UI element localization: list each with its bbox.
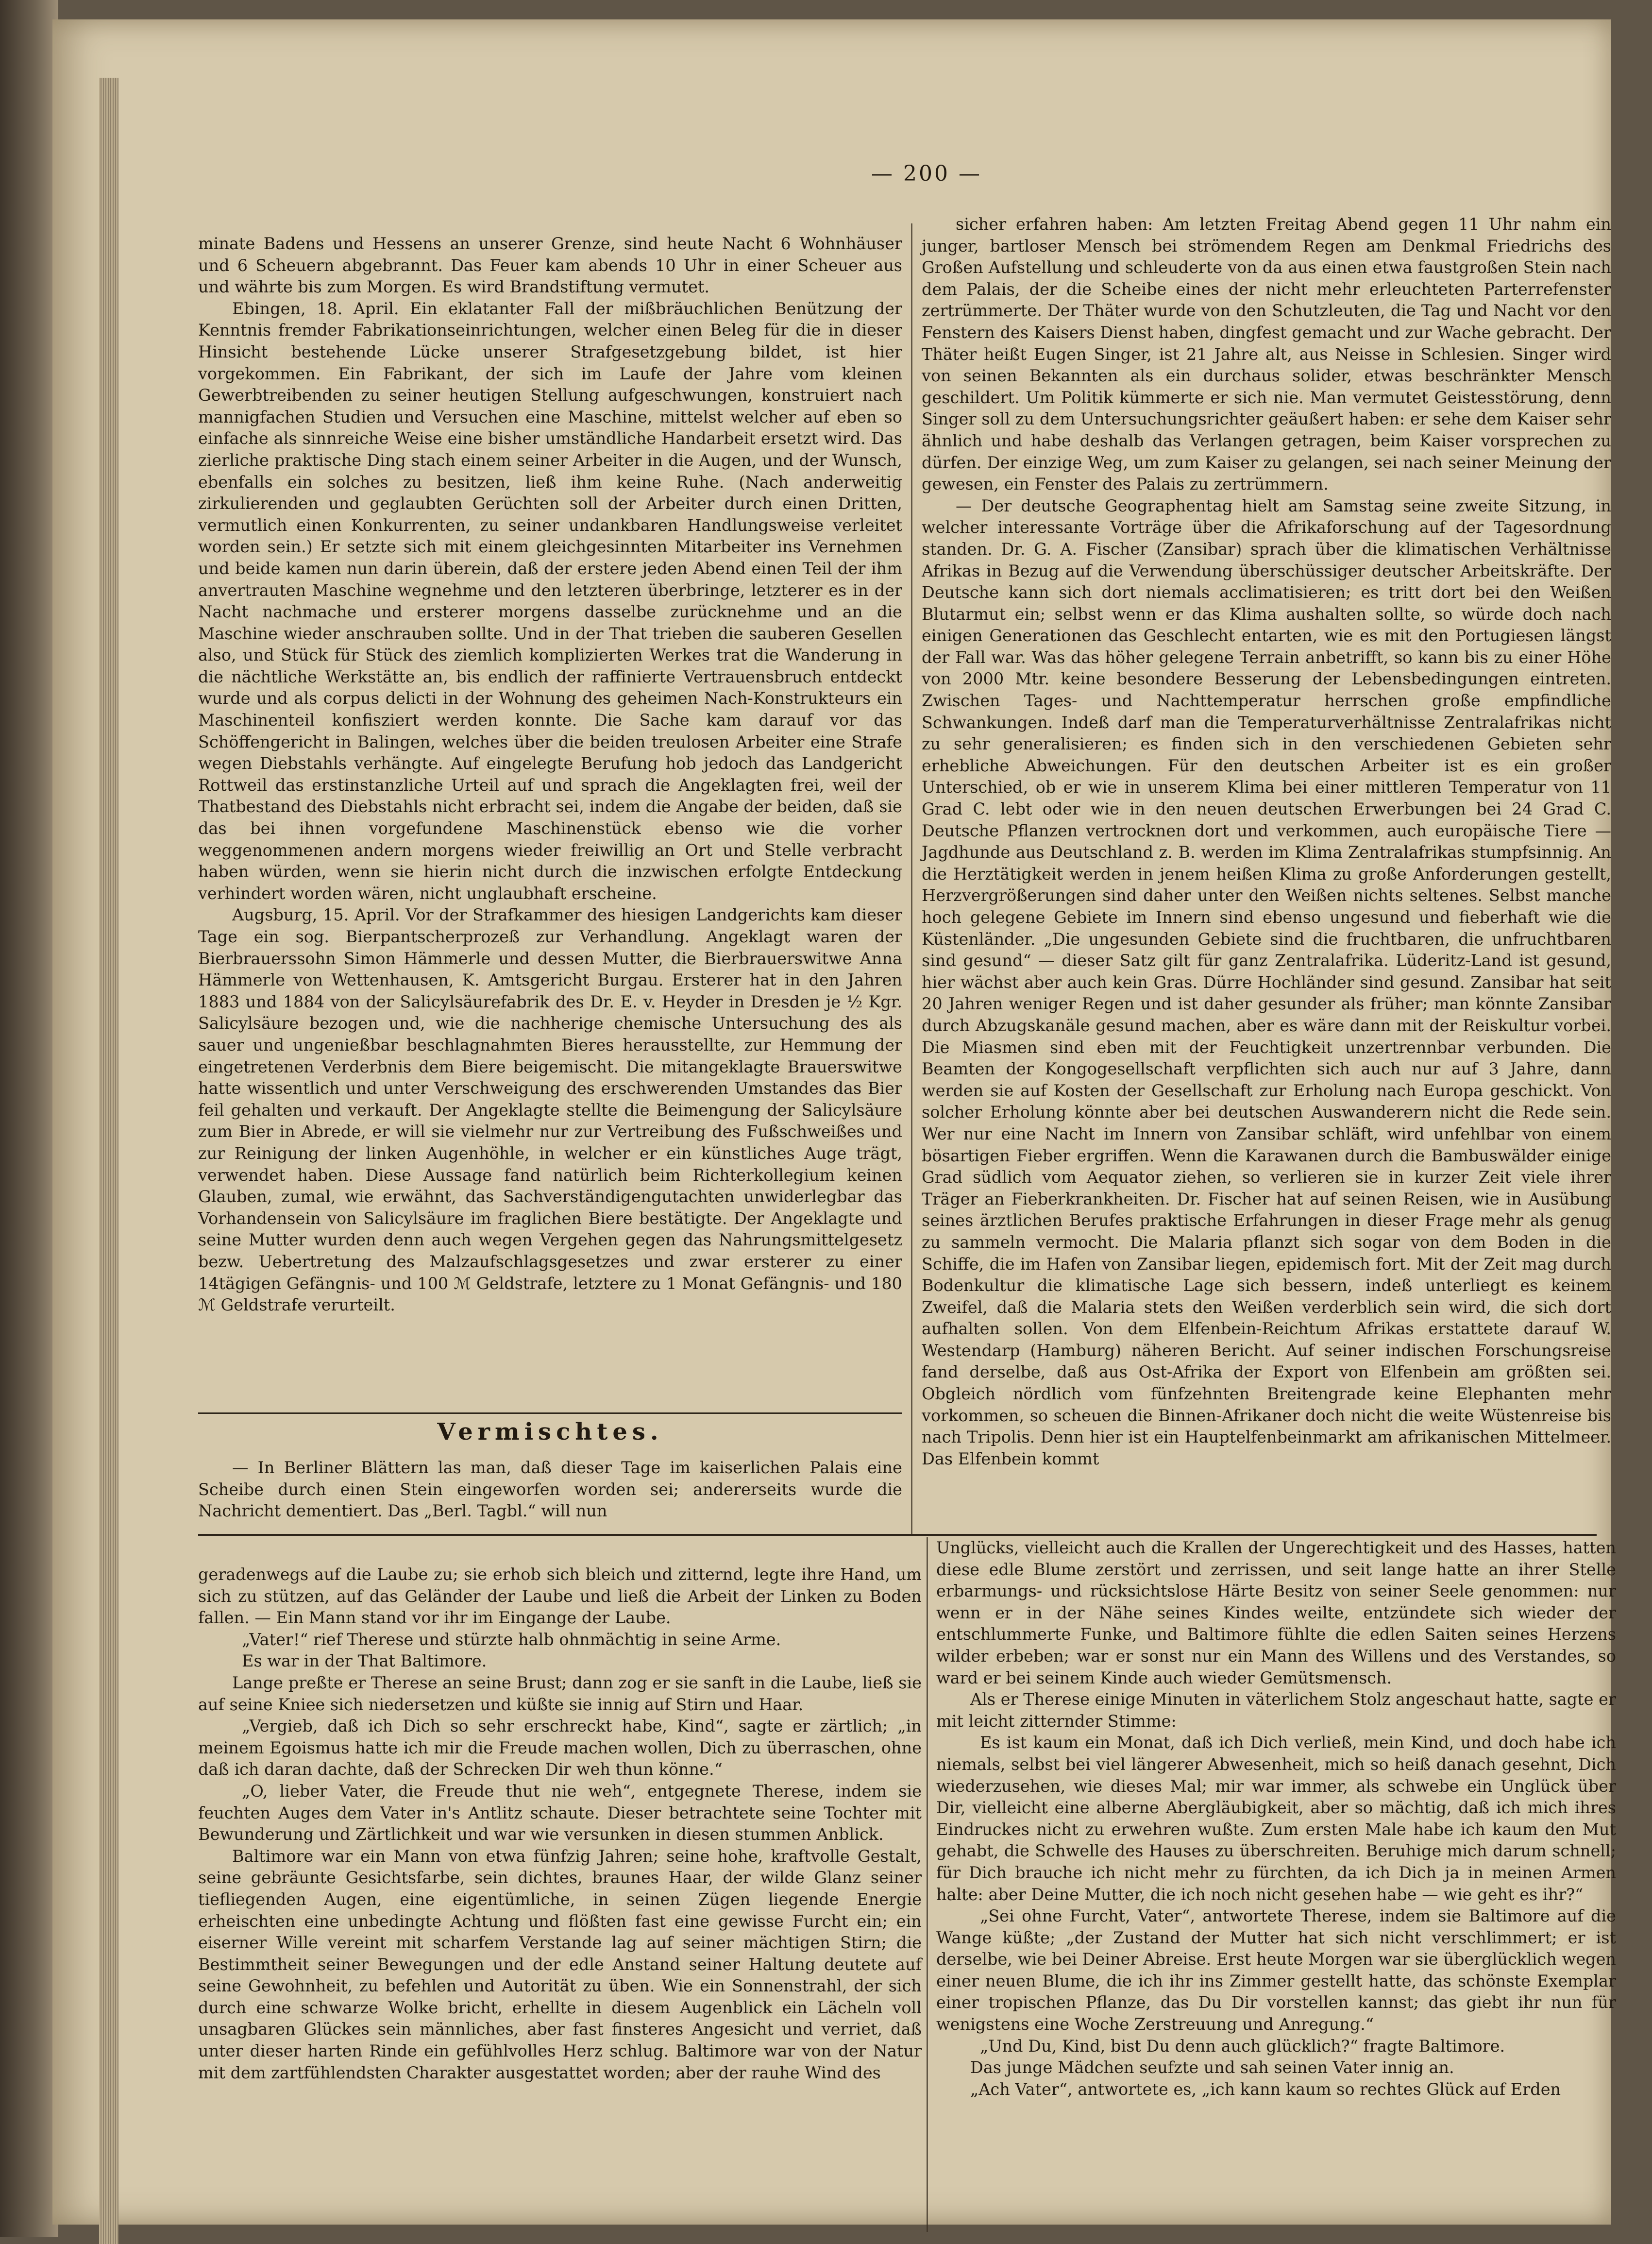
column-top-left: [198, 233, 902, 1316]
feuilleton-right: [936, 1537, 1616, 2100]
paragraph: Es ist kaum ein Monat, daß ich Dich verließ, mein Kind, und doch habe ich niemals, selbst bei viel längerer Abwesenheit, mich so heiß danach gesehnt, Dich wiederzusehen, wie dieses Mal; mir war immer, als schwebe ein Unglück über Dir, vielleicht eine alberne Abergläubigkeit, aber so mächtig, daß ich mich ihres Eindruckes nicht zu erwehren wußte. Zum ersten Male habe ich kaum den Mut gehabt, die Schwelle des Hauses zu überschreiten. Beruhige mich darum schnell; für Dich brauche ich nicht mehr zu fürchten, da ich Dich ja in meinen Armen halte: aber Deine Mutter, die ich noch nicht gesehen habe — wie geht es ihr?“: [936, 1733, 1616, 1904]
paragraph: minate Badens und Hessens an unserer Grenze, sind heute Nacht 6 Wohnhäuser und 6 Scheuern abgebrannt. Das Feuer kam abends 10 Uhr in einer Scheuer aus und währte bis zum Morgen. Es wird Brandstiftung vermutet.: [198, 234, 902, 297]
column-divider: [911, 223, 912, 1535]
paragraph: Baltimore war ein Mann von etwa fünfzig Jahren; seine hohe, kraftvolle Gestalt, seine gebräunte Gesichtsfarbe, sein dichtes, braunes Haar, der wilde Glanz seiner tiefliegenden Augen, eine eigentümliche, in seinen Zügen liegende Energie erheischten eine unbedingte Achtung und flößten fast eine gewisse Furcht ein; ein eiserner Wille vereint mit scharfem Verstande lag auf seiner mächtigen Stirn; die Bestimmtheit seiner Bewegungen und der edle Anstand seiner Haltung deutete auf seine Gewohnheit, zu befehlen und Autorität zu üben. Wie ein Sonnenstrahl, der sich durch eine schwarze Wolke bricht, erhellte in diesem Augenblick ein Lächeln voll unsagbaren Glückes sein männliches, aber fast finsteres Angesicht und verriet, daß unter dieser harten Rinde ein gefühlvolles Herz schlug. Baltimore war von der Natur mit dem zartfühlendsten Charakter ausgestattet worden; aber der rauhe Wind des: [198, 1846, 922, 2082]
paragraph: Augsburg, 15. April. Vor der Strafkammer des hiesigen Landgerichts kam dieser Tage ein sog. Bierpantscherprozeß zur Verhandlung. Angeklagt waren der Bierbrauerssohn Simon Hämmerle und dessen Mutter, die Bierbrauerswitwe Anna Hämmerle von Wettenhausen, K. Amtsgericht Burgau. Ersterer hat in den Jahren 1883 und 1884 von der Salicylsäurefabrik des Dr. E. v. Heyder in Dresden je ½ Kgr. Salicylsäure bezogen und, wie die nachherige chemische Untersuchung des als sauer und ungenießbar beschlagnahmten Bieres herausstellte, zur Hemmung der eingetretenen Verderbnis dem Biere beigemischt. Die mitangeklagte Brauerswitwe hatte wissentlich und unter Verschweigung des erschwerenden Umstandes das Bier feil gehalten und verkauft. Der Angeklagte stellte die Beimengung der Salicylsäure zum Bier in Abrede, er will sie vielmehr nur zur Vertreibung des Fußschweißes und zur Reinigung der linken Augenhöhle, in welcher er ein künstliches Auge trägt, verwendet haben. Diese Aussage fand natürlich beim Richterkollegium keinen Glauben, zumal, wie erwähnt, das Sachverständigengutachten unwiderlegbar das Vorhandensein von Salicylsäure im fraglichen Biere bestätigte. Der Angeklagte und seine Mutter wurden denn auch wegen Vergehen gegen das Nahrungsmittelgesetz bezw. Uebertretung des Malzaufschlagsgesetzes und zwar ersterer zu einer 14tägigen Gefängnis- und 100 ℳ Geldstrafe, letztere zu 1 Monat Gefängnis- und 180 ℳ Geldstrafe verurteilt.: [198, 905, 902, 1315]
paragraph: Unglücks, vielleicht auch die Krallen der Ungerechtigkeit und des Hasses, hatten diese edle Blume zerstört und zerrissen, und seit lange hatte an ihrer Stelle erbarmungs- und rücksichtslose Härte Besitz von seiner Seele genommen: nur wenn er in der Nähe seines Kindes weilte, entzündete sich wieder der entschlummerte Funke, und Baltimore fühlte die edlen Saiten seines Herzens wilder erbeben; war er sonst nur ein Mann des Willens und des Verstandes, so ward er bei seinem Kinde auch wieder Gemütsmensch.: [936, 1538, 1616, 1687]
paragraph: geradenwegs auf die Laube zu; sie erhob sich bleich und zitternd, legte ihre Hand, um sich zu stützen, auf das Geländer der Laube und ließ die Arbeit der Linken zu Boden fallen. — Ein Mann stand vor ihr im Eingange der Laube.: [198, 1565, 922, 1628]
paragraph: Ebingen, 18. April. Ein eklatanter Fall der mißbräuchlichen Benützung der Kenntnis fremder Fabrikationseinrichtungen, welcher einen Beleg für die in dieser Hinsicht bestehende Lücke unserer Strafgesetzgebung bildet, ist hier vorgekommen. Ein Fabrikant, der sich im Laufe der Jahre vom kleinen Gewerbtreibenden zu seiner heutigen Stellung aufgeschwungen, konstruiert nach mannigfachen Studien und Versuchen eine Maschine, mittelst welcher auf eben so einfache als sinnreiche Weise eine bisher umständliche Handarbeit ersetzt wird. Das zierliche praktische Ding stach einem seiner Arbeiter in die Augen, und der Wunsch, ebenfalls ein solches zu besitzen, ließ ihm keine Ruhe. (Nach anderweitig zirkulierenden und geglaubten Gerüchten soll der Arbeiter durch einen Dritten, vermutlich einen Konkurrenten, zu seiner undankbaren Handlungsweise verleitet worden sein.) Er setzte sich mit einem gleichgesinnten Mitarbeiter ins Vernehmen und beide kamen nun darin überein, daß der erstere jeden Abend einen Teil der ihm anvertrauten Maschine wegnehme und den letzteren überbringe, letzterer es in der Nacht nachmache und ersterer morgens dasselbe zurücknehme und an die Maschine wieder anschrauben sollte. Und in der That trieben die sauberen Gesellen also, und Stück für Stück des ziemlich komplizierten Werkes trat die Wanderung in die nächtliche Werkstätte an, bis endlich der raffinierte Vertrauensbruch entdeckt wurde und als corpus delicti in der Wohnung des geheimen Nach-Konstrukteurs ein Maschinenteil konfisziert werden konnte. Die Sache kam darauf vor das Schöffengericht in Balingen, welches über die beiden treulosen Arbeiter eine Strafe wegen Diebstahls verhängte. Auf eingelegte Berufung hob jedoch das Landgericht Rottweil das erstinstanzliche Urteil auf und sprach die Angeklagten frei, weil der Thatbestand des Diebstahls nicht erbracht sei, indem die Angabe der beiden, daß sie das bei ihnen vorgefundene Maschinenstück ebenso wie die vorher weggenommenen andern morgens wieder freiwillig an Ort und Stelle verbracht haben würden, wenn sie hierin nicht durch die inzwischen erfolgte Entdeckung verhindert worden wären, nicht unglaubhaft erscheine.: [198, 299, 902, 903]
feuilleton-divider: [927, 1537, 928, 2232]
feuilleton-left: [198, 1564, 922, 2084]
page-number: — 200 —: [871, 161, 982, 186]
page-stack-edge: [99, 78, 118, 2244]
column-top-right: [922, 214, 1611, 1470]
paragraph: Als er Therese einige Minuten in väterlichem Stolz angeschaut hatte, sagte er mit leicht zitternder Stimme:: [936, 1690, 1616, 1731]
paragraph: — In Berliner Blättern las man, daß dieser Tage im kaiserlichen Palais eine Scheibe durch einen Stein eingeworfen worden sei; andererseits wurde die Nachricht dementiert. Das „Berl. Tagbl.“ will nun: [198, 1458, 902, 1521]
feuilleton-rule: [198, 1534, 1597, 1536]
paragraph: Das junge Mädchen seufzte und sah seinen Vater innig an.: [970, 2058, 1454, 2077]
paragraph: „Vater!“ rief Therese und stürzte halb ohnmächtig in seine Arme.: [242, 1630, 781, 1649]
vermischtes-column: [198, 1457, 902, 1522]
paragraph: — Der deutsche Geographentag hielt am Samstag seine zweite Sitzung, in welcher interessante Vorträge über die Afrikaforschung auf der Tagesordnung standen. Dr. G. A. Fischer (Zansibar) sprach über die klimatischen Verhältnisse Afrikas in Bezug auf die Verwendung überschüssiger deutscher Arbeitskräfte. Der Deutsche kann sich dort niemals acclimatisieren; es tritt dort bei den Weißen Blutarmut ein; selbst wenn er das Klima aushalten sollte, so würde doch nach einigen Generationen das Geschlecht entarten, wie es mit den Portugiesen längst der Fall war. Was das höher gelegene Terrain anbetrifft, so kann bis zu einer Höhe von 2000 Mtr. keine besondere Besserung der Lebensbedingungen eintreten. Zwischen Tages- und Nachttemperatur herrschen große empfindliche Schwankungen. Indeß darf man die Temperaturverhältnisse Zentralafrikas nicht zu sehr generalisieren; es finden sich in den verschiedenen Gebieten sehr erhebliche Abweichungen. Für den deutschen Arbeiter ist es ein großer Unterschied, ob er wie in unserem Klima bei einer mittleren Temperatur von 11 Grad C. lebt oder wie in den neuen deutschen Erwerbungen bei 24 Grad C. Deutsche Pflanzen vertrocknen dort und verkommen, auch europäische Tiere — Jagdhunde aus Deutschland z. B. werden im Klima Zentralafrikas stumpfsinnig. An die Herztätigkeit werden in jenem heißen Klima zu große Anforderungen gestellt, Herzvergrößerungen sind daher unter den Weißen nichts seltenes. Selbst manche hoch gelegene Gebiete im Innern sind ebenso ungesund und fieberhaft wie die Küstenländer. „Die ungesunden Gebiete sind die fruchtbaren, die unfruchtbaren sind gesund“ — dieser Satz gilt für ganz Zentralafrika. Lüderitz-Land ist gesund, hier wächst aber auch kein Gras. Dürre Hochländer sind gesund. Zansibar hat seit 20 Jahren weniger Regen und ist daher gesunder als früher; man könnte Zansibar durch Abzugskanäle gesund machen, aber es wäre dann mit der Reiskultur vorbei. Die Miasmen sind eben mit der Feuchtigkeit unzertrennbar verbunden. Die Beamten der Kongogesellschaft verpflichten sich auch nur auf 3 Jahre, dann werden sie auf Kosten der Gesellschaft zur Erholung nach Europa geschickt. Von solcher Erholung könnte aber bei deutschen Auswanderern nicht die Rede sein. Wer nur eine Nacht im Innern von Zansibar schläft, wird unfehlbar von einem bösartigen Fieber ergriffen. Wenn die Karawanen durch die Bambuswälder einige Grad südlich vom Aequator ziehen, so verlieren sie in kurzer Zeit viele ihrer Träger an Fieberkrankheiten. Dr. Fischer hat auf seinen Reisen, wie in Ausübung seines ärztlichen Berufes praktische Erfahrungen in dieser Frage mehr als genug zu sammeln vermocht. Die Malaria pflanzt sich sogar von dem Boden in die Schiffe, die im Hafen von Zansibar liegen, epidemisch fort. Mit der Zeit mag durch Bodenkultur die klimatische Lage sich bessern, indeß unterliegt es keinem Zweifel, daß die Malaria stets den Weißen verderblich sein wird, die sich dort aufhalten sollen. Von dem Elfenbein-Reichtum Afrikas erstattete darauf W. Westendarp (Hamburg) näheren Bericht. Auf seiner indischen Forschungsreise fand derselbe, daß aus Ost-Afrika der Export von Elfenbein am größten sei. Obgleich nördlich vom fünfzehnten Breitengrade keine Elephanten mehr vorkommen, so scheuen die Binnen-Afrikaner doch nicht die weite Wüstenreise bis nach Tripolis. Denn hier ist ein Hauptelfenbeinmarkt am afrikanischen Mittelmeer. Das Elfenbein kommt: [922, 496, 1611, 1468]
paragraph: „Und Du, Kind, bist Du denn auch glücklich?“ fragte Baltimore.: [980, 2036, 1505, 2056]
paragraph: „Vergieb, daß ich Dich so sehr erschreckt habe, Kind“, sagte er zärtlich; „in meinem Egoismus hatte ich mir die Freude machen wollen, Dich zu überraschen, ohne daß ich daran dachte, daß der Schrecken Dir weh thun könne.“: [198, 1717, 922, 1779]
paragraph: sicher erfahren haben: Am letzten Freitag Abend gegen 11 Uhr nahm ein junger, bartloser Mensch bei strömendem Regen am Denkmal Friedrichs des Großen Aufstellung und schleuderte von da aus einen etwa faustgroßen Stein nach dem Palais, der die Scheibe eines der nicht mehr erleuchteten Parterrefenster zertrümmerte. Der Thäter wurde von den Schutzleuten, die Tag und Nacht vor den Fenstern des Kaisers Dienst haben, dingfest gemacht und zur Wache gebracht. Der Thäter heißt Eugen Singer, ist 21 Jahre alt, aus Neisse in Schlesien. Singer wird von seinen Bekannten als ein durchaus solider, etwas beschränkter Mensch geschildert. Um Politik kümmerte er sich nie. Man vermutet Geistesstörung, denn Singer soll zu dem Untersuchungsrichter geäußert haben: er sehe dem Kaiser sehr ähnlich und habe deshalb das Verlangen getragen, beim Kaiser vorsprechen zu dürfen. Der einzige Weg, um zum Kaiser zu gelangen, sei nach seiner Meinung der gewesen, ein Fenster des Palais zu zertrümmern.: [922, 215, 1611, 494]
paragraph: Es war in der That Baltimore.: [242, 1651, 487, 1671]
paragraph: „Sei ohne Furcht, Vater“, antwortete Therese, indem sie Baltimore auf die Wange küßte; „der Zustand der Mutter hat sich nicht verschlimmert; er ist derselbe, wie bei Deiner Abreise. Erst heute Morgen war sie überglücklich wegen einer neuen Blume, die ich ihr ins Zimmer gestellt hatte, das schönste Exemplar einer tropischen Pflanze, das Du Dir vorstellen kannst; das giebt ihr nun für wenigstens eine Woche Zerstreuung und Anregung.“: [936, 1906, 1616, 2034]
newspaper-page: [52, 19, 1616, 2225]
paragraph: Lange preßte er Therese an seine Brust; dann zog er sie sanft in die Laube, ließ sie auf seine Kniee sich niedersetzen und küßte sie innig auf Stirn und Haar.: [198, 1673, 922, 1714]
section-rule: [198, 1412, 902, 1414]
binding-shadow: [0, 0, 58, 2237]
paragraph: „Ach Vater“, antwortete es, „ich kann kaum so rechtes Glück auf Erden: [970, 2079, 1561, 2099]
paragraph: „O, lieber Vater, die Freude thut nie weh“, entgegnete Therese, indem sie feuchten Auges dem Vater in's Antlitz schaute. Dieser betrachtete seine Tochter mit Bewunderung und Zärtlichkeit und war wie versunken in diesen stummen Anblick.: [198, 1781, 922, 1844]
section-title-vermischtes: Vermischtes.: [437, 1418, 663, 1445]
